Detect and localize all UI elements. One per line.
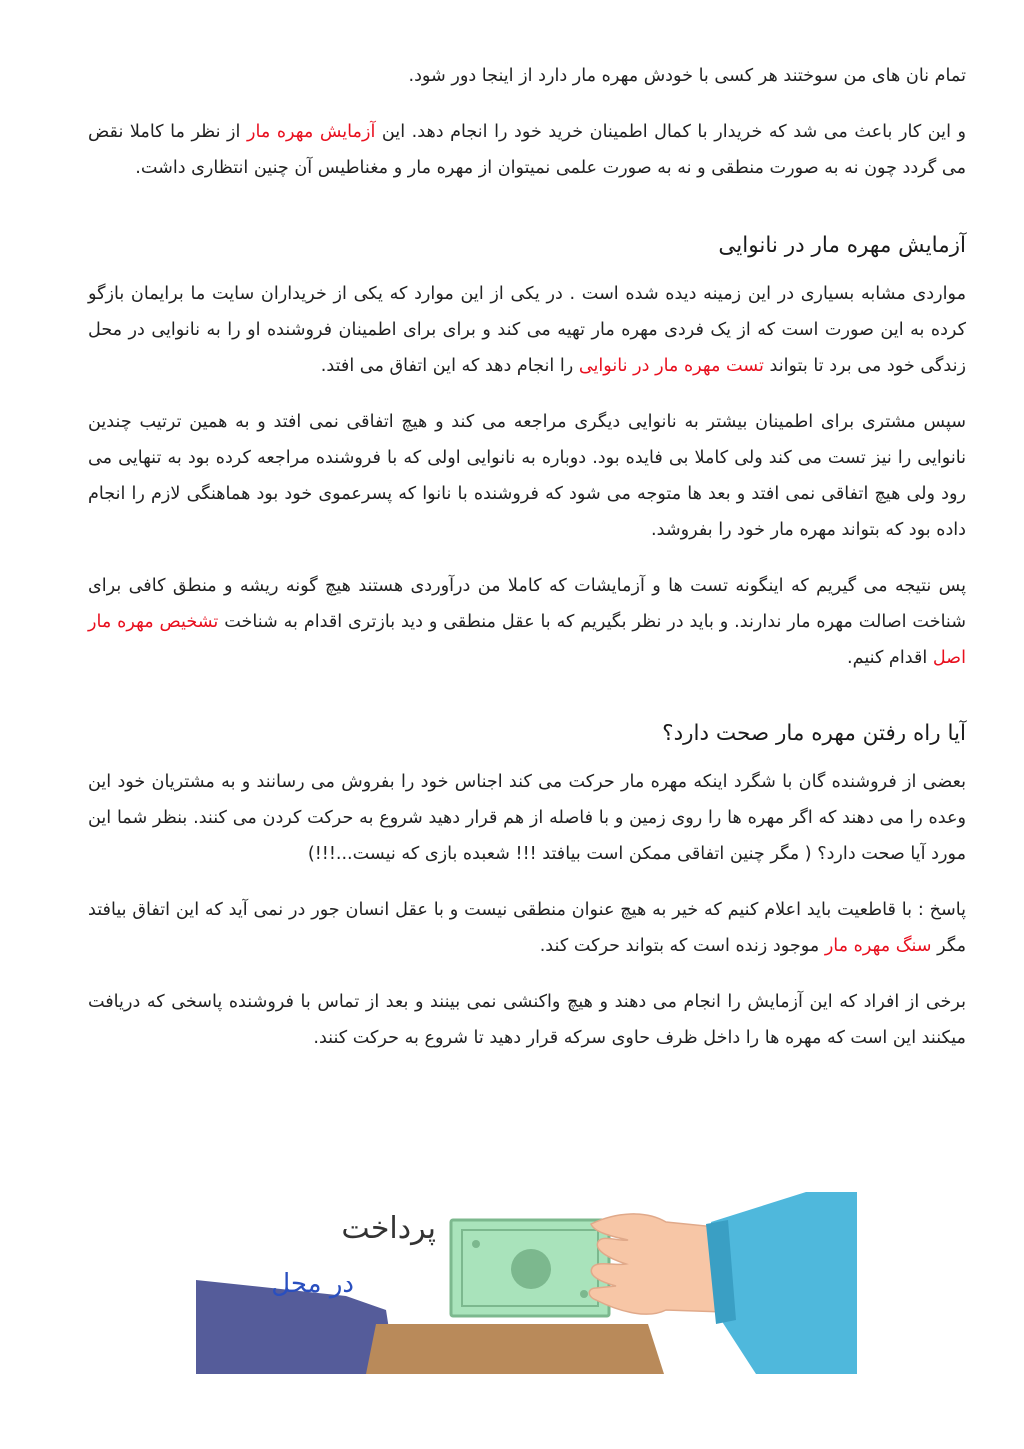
hand-icon <box>589 1214 724 1314</box>
paragraph-trust <box>88 114 966 186</box>
paragraph-text: پس نتیجه می گیریم که اینگونه تست ها و آزمایشات که کاملا من درآوردی هستند هیچ گونه ریشه و منطق کافی برای شناخت اصالت مهره مار ندارند. و باید در نظر بگیریم که با عقل منطقی و دید بازتری اقدام به شناخت <box>88 576 966 632</box>
paragraph-customer-story: سپس مشتری برای اطمینان بیشتر به نانوایی دیگری مراجعه می کند و هیچ اتفاقی نمی افتد و به همین ترتیب چندین نانوایی را نیز تست می کند ولی کاملا بی فایده بود. دوباره به نانوایی اولی که با فروشنده مراجعه کرده بود به تنهایی می رود ولی هیچ اتفاقی نمی افتد و بعد ها متوجه می شود که فروشنده با نانوا که پسرعموی خود بود هماهنگی لازم را انجام داده بود که بتواند مهره مار خود را بفروشد. <box>88 412 966 540</box>
link-snake-stone[interactable]: سنگ مهره مار <box>824 936 932 956</box>
heading-bakery-test: آزمایش مهره مار در نانوایی <box>718 233 966 258</box>
paragraph-text: و این کار باعث می شد که خریدار با کمال اطمینان خرید خود را انجام دهد. این <box>375 122 967 142</box>
box-shape <box>366 1324 664 1374</box>
paragraph-text: اقدام کنیم. <box>847 648 933 668</box>
banknote-icon <box>451 1220 609 1316</box>
paragraph-text: موجود زنده است که بتواند حرکت کند. <box>539 936 825 956</box>
paragraph-text: پاسخ : با قاطعیت باید اعلام کنیم که خیر به هیچ عنوان منطقی نیست و با عقل انسان جور در نمی آید که این اتفاق بیافتد مگر <box>88 900 966 956</box>
illustration-label-payment: پرداخت <box>341 1211 436 1246</box>
paragraph-intro: تمام نان های من سوختند هر کسی با خودش مهره مار دارد از اینجا دور شود. <box>408 66 966 86</box>
paragraph-text: مواردی مشابه بسیاری در این زمینه دیده شده است . در یکی از این موارد که یکی از خریداران سایت ما برایمان بازگو کرده به این صورت است که از یک فردی مهره مار تهیه می کند و برای برای اطمینان فروشنده او را به نانوایی در محل زندگی خود می برد تا بتواند <box>88 284 966 376</box>
paragraph-vinegar: برخی از افراد که این آزمایش را انجام می دهند و هیچ واکنشی نمی بینند و بعد از تماس با فروشنده پاسخی که دریافت میکنند این است که مهره ها را داخل ظرف حاوی سرکه قرار دهید تا شروع به حرکت کنند. <box>88 992 966 1048</box>
paragraph-answer <box>88 892 966 964</box>
cash-on-delivery-illustration <box>196 1192 857 1374</box>
paragraph-walking-claim: بعضی از فروشنده گان با شگرد اینکه مهره مار حرکت می کند اجناس خود را بفروش می رسانند و به مشتریان خود این وعده را می دهند که اگر مهره ها را روی زمین و با فاصله از هم قرار دهید شروع به حرکت کردن می کنند. بنظر شما این مورد آیا صحت دارد؟ ( مگر چنین اتفاقی ممکن است بیافتد !!! شعبده بازی که نیست...!!!) <box>88 772 966 864</box>
paragraph-text: را انجام دهد که این اتفاق می افتد. <box>320 356 579 376</box>
paragraph-text: از نظر ما کاملا نقض می گردد چون نه به صورت منطقی و نه به صورت علمی نمیتوان از مهره مار و مغناطیس آن چنین انتظاری داشت. <box>88 122 966 178</box>
article-body <box>88 58 966 1056</box>
link-bakery-test[interactable]: تست مهره مار در نانوایی <box>578 356 764 376</box>
heading-walking-stone: آیا راه رفتن مهره مار صحت دارد؟ <box>662 721 966 746</box>
paragraph-conclusion <box>88 568 966 676</box>
link-snake-stone-test[interactable]: آزمایش مهره مار <box>247 122 376 142</box>
paragraph-bakery-case <box>88 276 966 384</box>
link-identify-original[interactable]: تشخیص مهره مار اصل <box>88 612 966 668</box>
illustration-label-on-site: در محل <box>271 1269 354 1299</box>
